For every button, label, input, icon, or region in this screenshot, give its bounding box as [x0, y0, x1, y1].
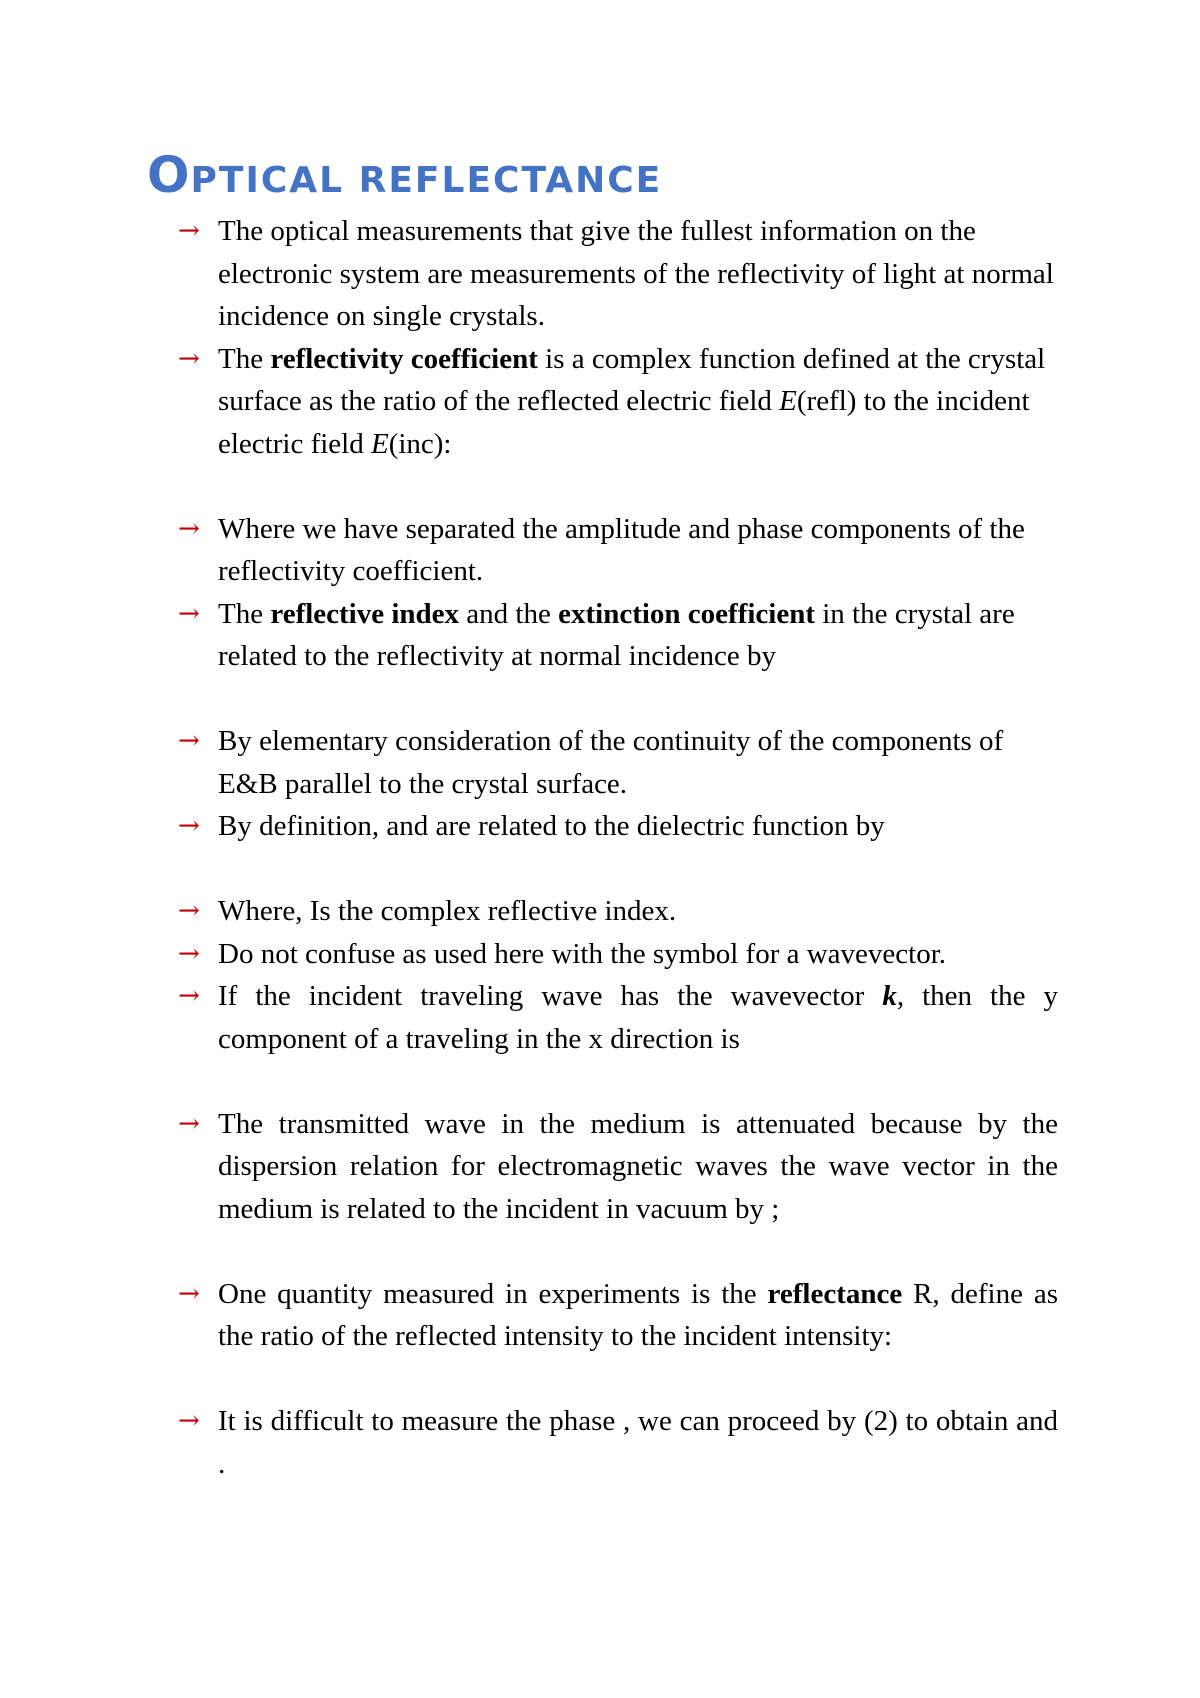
title-initial: O — [147, 146, 191, 204]
arrow-bullet-icon: → — [178, 981, 200, 1011]
item-text: Do not confuse as used here with the symbol for a wavevector. — [218, 937, 947, 970]
item-text: is a complex function defined at the crystal surface as the ratio of the reflected electric field — [218, 342, 1046, 417]
arrow-bullet-icon: → — [178, 513, 200, 544]
arrow-bullet-icon: → — [178, 598, 200, 629]
list-item — [178, 933, 1058, 976]
item-text: (refl) to the incident electric field — [218, 385, 1030, 460]
item-text: and the — [459, 597, 559, 630]
item-text: By definition, and are related to the dielectric function by — [218, 810, 885, 842]
arrow-bullet-icon: → — [178, 343, 200, 374]
list-item — [178, 338, 1058, 466]
item-text: R, define as the ratio of the reflected intensity to the incident intensity: — [218, 1277, 1059, 1352]
list-item — [178, 210, 1058, 338]
item-text: , then the y component of a traveling in the x direction is — [218, 980, 1058, 1055]
arrow-bullet-icon: → — [178, 1278, 200, 1309]
arrow-bullet-icon: → — [178, 938, 200, 969]
list-item — [178, 593, 1058, 678]
arrow-bullet-icon: → — [178, 726, 200, 756]
term-reflectance: reflectance — [767, 1277, 903, 1310]
item-text: It is difficult to measure the phase , we can proceed by (2) to obtain and . — [218, 1405, 1058, 1480]
page-title — [147, 146, 663, 204]
term-reflective-index: reflective index — [270, 597, 460, 630]
list-item — [178, 975, 1058, 1060]
symbol-e: E — [779, 385, 797, 417]
arrow-bullet-icon: → — [178, 1108, 200, 1139]
item-text: One quantity measured in experiments is the — [218, 1277, 768, 1310]
item-text: The transmitted wave in the medium is attenuated because by the dispersion relation for electromagnetic waves the wave vector in the medium is related to the incident in vacuum by ; — [218, 1107, 1058, 1225]
item-text: The — [218, 342, 271, 375]
item-text: (inc): — [388, 427, 452, 460]
symbol-k: k — [882, 980, 897, 1012]
arrow-bullet-icon: → — [178, 1406, 200, 1436]
term-reflectivity-coefficient: reflectivity coefficient — [270, 342, 538, 375]
title-rest: PTICAL REFLECTANCE — [190, 160, 663, 201]
item-text: Where, Is the complex reflective index. — [218, 895, 677, 927]
list-item — [178, 508, 1058, 593]
item-text: Where we have separated the amplitude and phase components of the reflectivity coefficient. — [218, 512, 1025, 587]
arrow-bullet-icon: → — [178, 896, 200, 926]
arrow-bullet-icon: → — [178, 811, 200, 841]
term-extinction-coefficient: extinction coefficient — [558, 597, 815, 630]
list-item — [178, 1400, 1058, 1485]
list-item — [178, 1103, 1058, 1231]
item-text: The optical measurements that give the fullest information on the electronic system are measurements of the reflectivity of light at normal incidence on single crystals. — [218, 215, 1054, 332]
bullet-list — [178, 210, 1058, 1485]
item-text: The — [218, 597, 271, 630]
item-text: If the incident traveling wave has the wavevector — [218, 980, 883, 1012]
list-item — [178, 1273, 1058, 1358]
list-item — [178, 805, 1058, 848]
list-item — [178, 720, 1058, 805]
arrow-bullet-icon: → — [178, 216, 200, 246]
list-item — [178, 890, 1058, 933]
item-text: in the crystal are related to the reflectivity at normal incidence by — [218, 597, 1015, 672]
symbol-e: E — [370, 427, 389, 460]
item-text: By elementary consideration of the continuity of the components of E&B parallel to the crystal surface. — [218, 725, 1004, 800]
